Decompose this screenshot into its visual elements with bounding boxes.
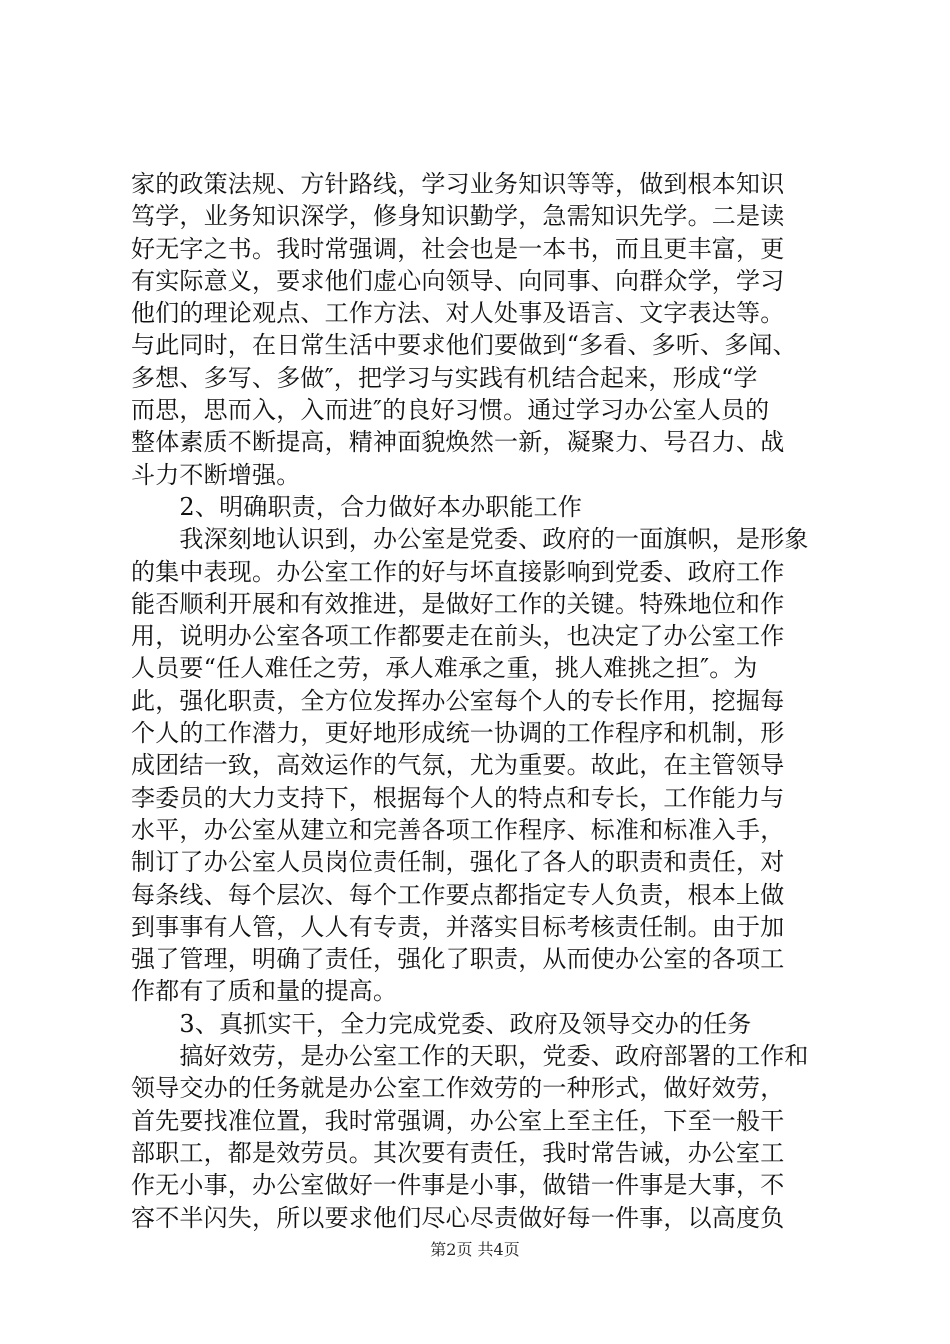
text-line: 有实际意义，要求他们虚心向领导、向同事、向群众学，学习 xyxy=(131,266,785,295)
text-line: 用，说明办公室各项工作都要走在前头，也决定了办公室工作 xyxy=(131,622,785,651)
text-line: 斗力不断增强。 xyxy=(131,460,301,489)
text-line: 此，强化职责，全方位发挥办公室每个人的专长作用，挖掘每 xyxy=(131,686,785,715)
text-line: 部职工，都是效劳员。其次要有责任，我时常告诫，办公室工 xyxy=(131,1138,785,1167)
text-line: 水平，办公室从建立和完善各项工作程序、标准和标准入手， xyxy=(131,815,785,844)
text-line: 与此同时，在日常生活中要求他们要做到“多看、多听、多闻、 xyxy=(131,331,797,360)
section-heading: 3、真抓实干，全力完成党委、政府及领导交办的任务 xyxy=(131,1009,752,1038)
text-line: 领导交办的任务就是办公室工作效劳的一种形式，做好效劳， xyxy=(131,1074,785,1103)
text-line: 强了管理，明确了责任，强化了职责，从而使办公室的各项工 xyxy=(131,945,785,974)
text-line: 而思，思而入，入而进″的良好习惯。通过学习办公室人员的 xyxy=(131,396,770,425)
text-line: 到事事有人管，人人有专责，并落实目标考核责任制。由于加 xyxy=(131,912,785,941)
text-line: 作都有了质和量的提高。 xyxy=(131,977,398,1006)
text-line: 家的政策法规、方针路线，学习业务知识等等，做到根本知识 xyxy=(131,170,785,198)
text-line: 的集中表现。办公室工作的好与坏直接影响到党委、政府工作 xyxy=(131,557,785,586)
text-line: 首先要找准位置，我时常强调，办公室上至主任，下至一般干 xyxy=(131,1106,785,1135)
text-line: 多想、多写、多做″，把学习与实践有机结合起来，形成“学 xyxy=(131,363,758,392)
text-line: 搞好效劳，是办公室工作的天职，党委、政府部署的工作和 xyxy=(131,1042,809,1071)
text-line: 作无小事，办公室做好一件事是小事，做错一件事是大事，不 xyxy=(131,1171,785,1200)
text-line: 他们的理论观点、工作方法、对人处事及语言、文字表达等。 xyxy=(131,299,785,328)
text-line: 我深刻地认识到，办公室是党委、政府的一面旗帜，是形象 xyxy=(131,525,809,554)
text-line: 好无字之书。我时常强调，社会也是一本书，而且更丰富，更 xyxy=(131,234,785,263)
section-heading: 2、明确职责，合力做好本办职能工作 xyxy=(131,492,583,521)
text-line: 笃学，业务知识深学，修身知识勤学，急需知识先学。二是读 xyxy=(131,202,785,231)
document-body xyxy=(131,168,836,1234)
text-line: 每条线、每个层次、每个工作要点都指定专人负责，根本上做 xyxy=(131,880,785,909)
text-line: 个人的工作潜力，更好地形成统一协调的工作程序和机制，形 xyxy=(131,719,785,748)
text-line: 成团结一致，高效运作的气氛，尤为重要。故此，在主管领导 xyxy=(131,751,785,780)
text-line: 能否顺利开展和有效推进，是做好工作的关键。特殊地位和作 xyxy=(131,589,785,618)
page-footer: 第2页 共4页 xyxy=(430,1240,520,1259)
text-line: 整体素质不断提高，精神面貌焕然一新，凝聚力、号召力、战 xyxy=(131,428,785,457)
text-line: 李委员的大力支持下，根据每个人的特点和专长，工作能力与 xyxy=(131,783,785,812)
text-line: 制订了办公室人员岗位责任制，强化了各人的职责和责任，对 xyxy=(131,848,785,877)
text-line: 人员要“任人难任之劳，承人难承之重，挑人难挑之担″。为 xyxy=(131,654,758,683)
text-line: 容不半闪失，所以要求他们尽心尽责做好每一件事，以高度负 xyxy=(131,1203,785,1232)
